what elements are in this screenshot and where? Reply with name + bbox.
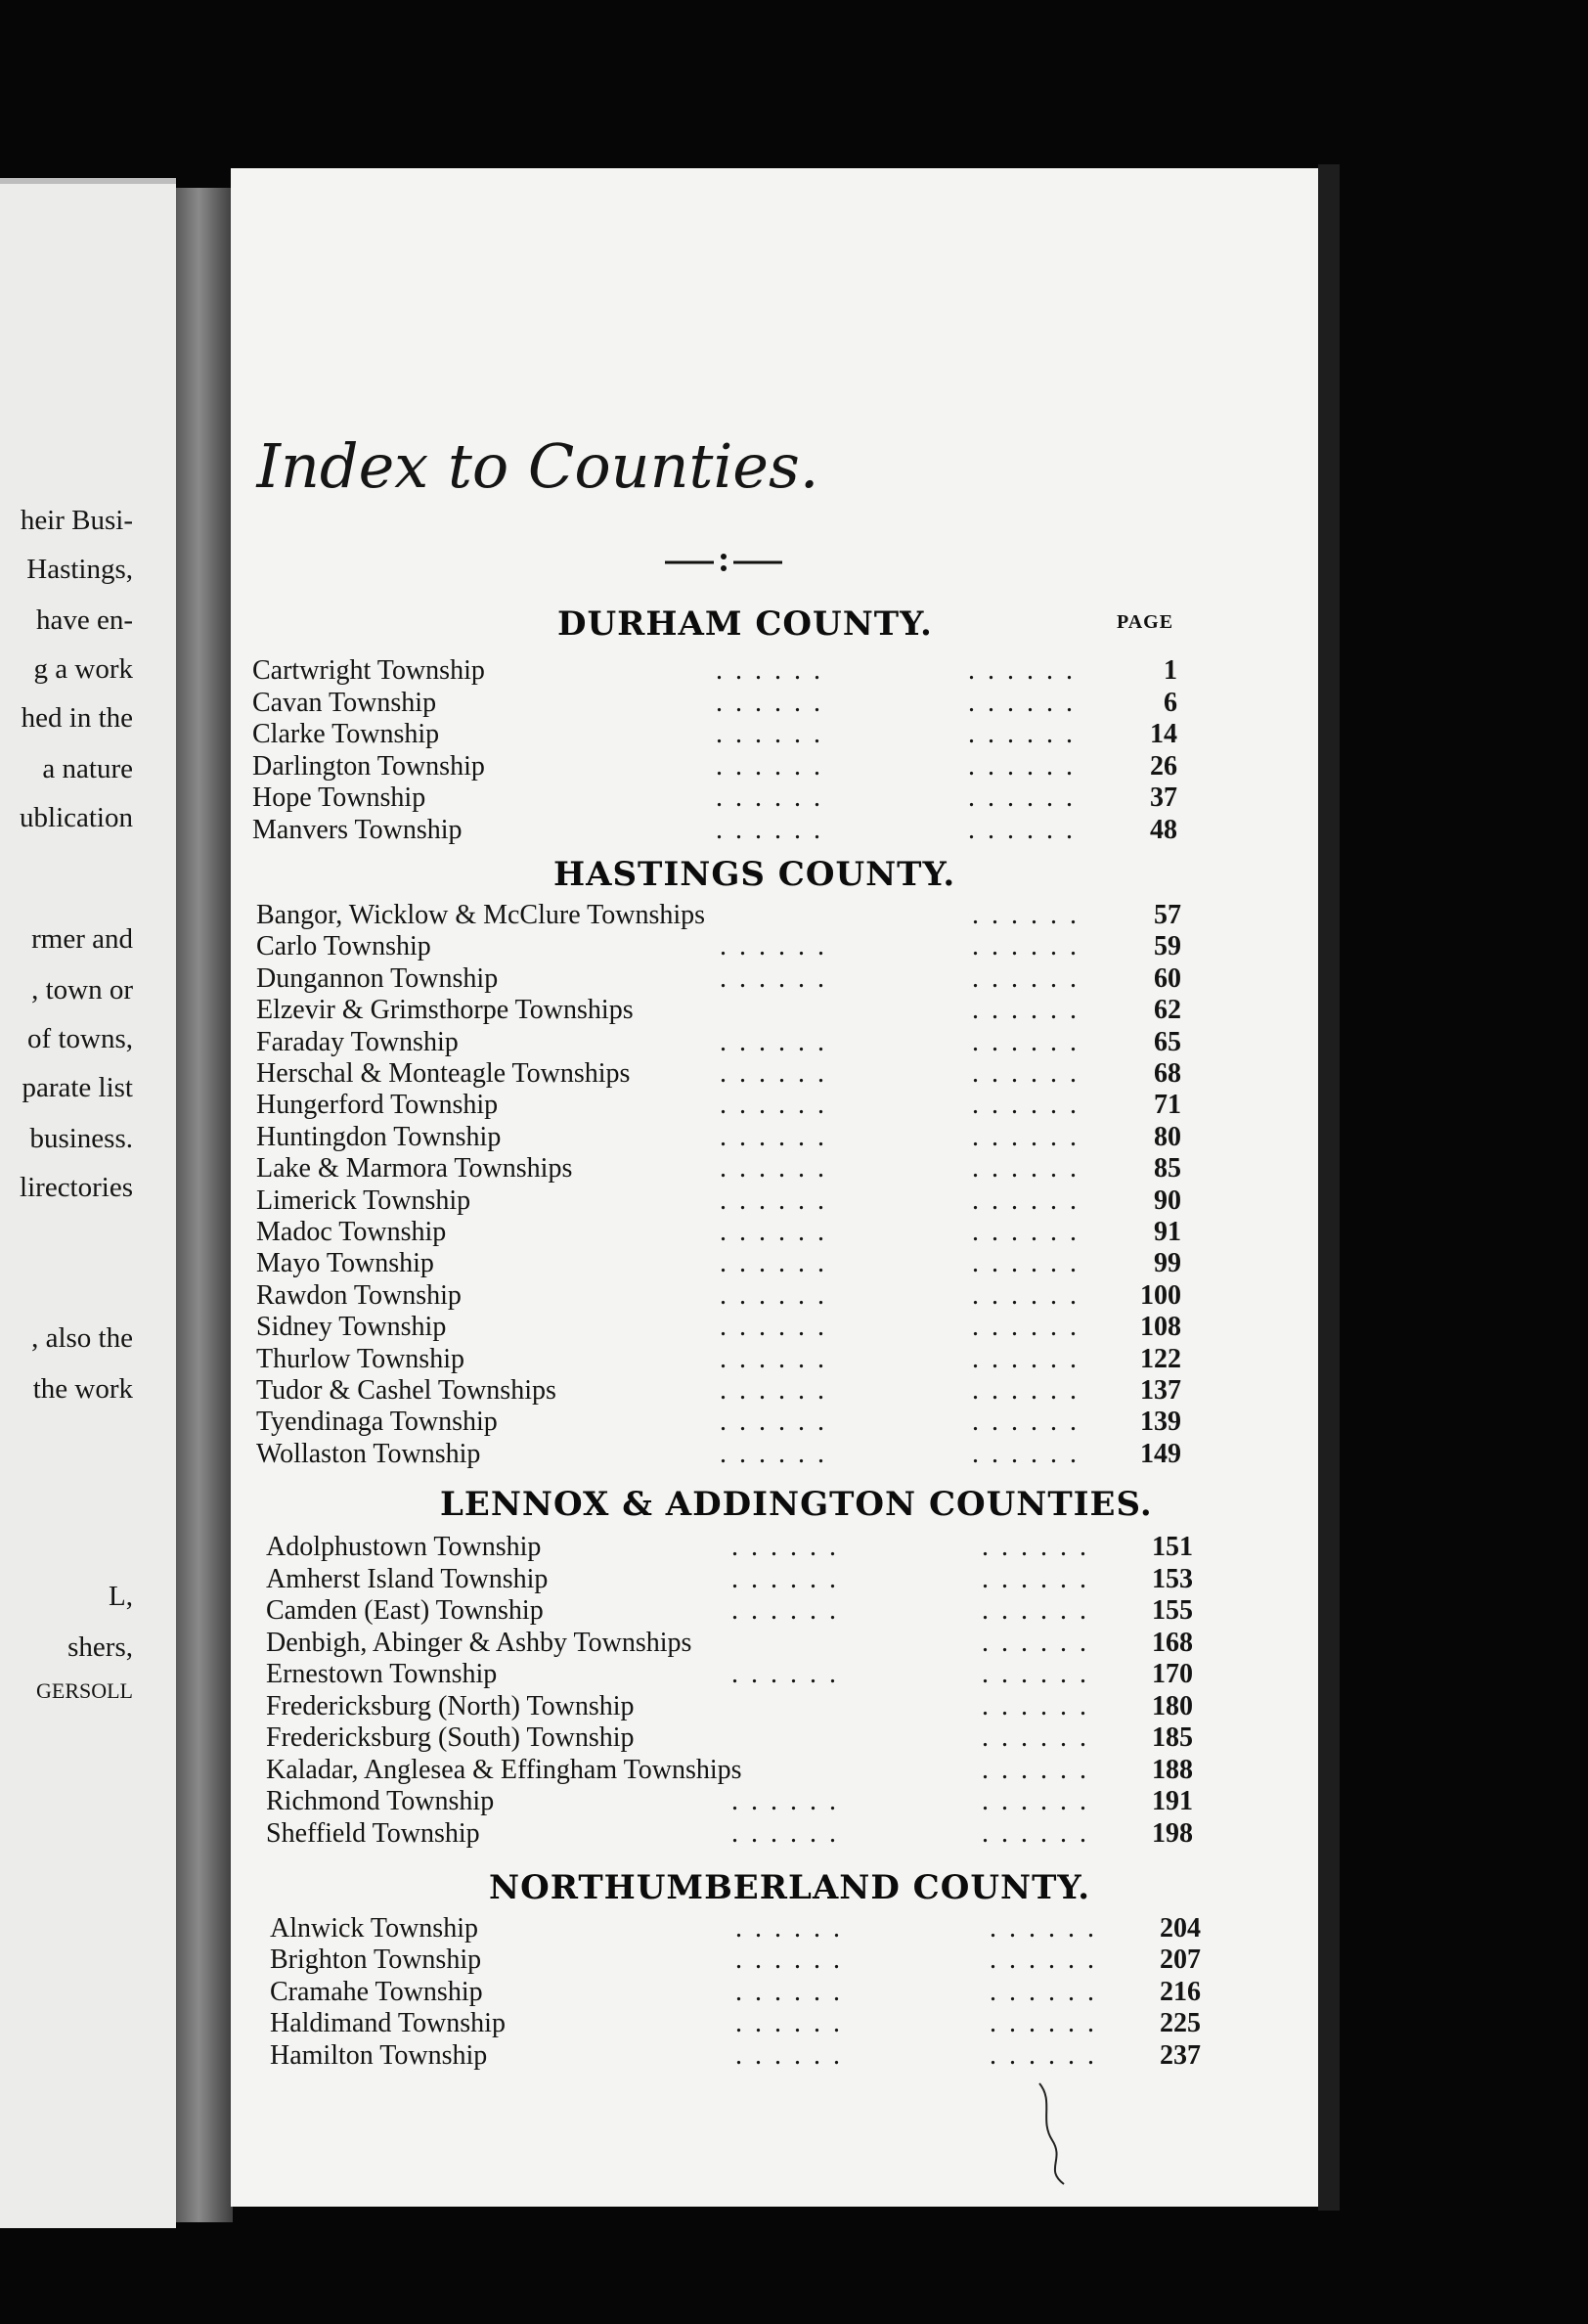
- township-name: Hungerford Township: [256, 1090, 499, 1120]
- index-entry: [252, 719, 1187, 750]
- leader-dots: . . . . . .: [735, 1913, 843, 1944]
- page-number: 191: [1152, 1786, 1193, 1816]
- township-name: Cartwright Township: [252, 655, 485, 686]
- leader-dots: . . . . . .: [972, 1375, 1080, 1406]
- index-entry: [270, 1977, 1211, 2008]
- township-name: Brighton Township: [270, 1944, 482, 1975]
- township-name: Alnwick Township: [270, 1913, 478, 1944]
- township-name: Thurlow Township: [256, 1344, 464, 1374]
- page-number: 1: [1164, 655, 1177, 686]
- leader-dots: . . . . . .: [720, 1248, 827, 1278]
- page-number: 62: [1154, 995, 1181, 1025]
- township-name: Adolphustown Township: [266, 1532, 542, 1562]
- leader-dots: . . . . . .: [972, 1058, 1080, 1089]
- leader-dots: . . . . . .: [968, 688, 1076, 718]
- index-entry: [266, 1595, 1203, 1627]
- index-entry: [256, 995, 1191, 1026]
- leader-dots: . . . . . .: [982, 1722, 1089, 1753]
- index-entry: [256, 1375, 1191, 1407]
- leader-dots: . . . . . .: [982, 1755, 1089, 1785]
- leader-dots: . . . . . .: [716, 688, 823, 718]
- township-name: Hope Township: [252, 782, 426, 813]
- left-page-line: shers,: [67, 1631, 133, 1663]
- leader-dots: . . . . . .: [720, 1058, 827, 1089]
- page-number: 122: [1140, 1344, 1181, 1374]
- leader-dots: . . . . . .: [982, 1691, 1089, 1721]
- index-entry: [270, 1944, 1211, 1976]
- leader-dots: . . . . . .: [716, 782, 823, 813]
- leader-dots: . . . . . .: [982, 1818, 1089, 1849]
- page-number: 170: [1152, 1659, 1193, 1689]
- index-entry: [266, 1722, 1203, 1754]
- leader-dots: . . . . . .: [720, 1185, 827, 1216]
- leader-dots: . . . . . .: [972, 1248, 1080, 1278]
- left-page-line: ublication: [20, 802, 133, 833]
- page-number: 71: [1154, 1090, 1181, 1120]
- leader-dots: . . . . . .: [972, 1090, 1080, 1120]
- page-number: 180: [1152, 1691, 1193, 1721]
- township-name: Wollaston Township: [256, 1439, 481, 1469]
- page-number: 85: [1154, 1153, 1181, 1184]
- leader-dots: . . . . . .: [735, 1977, 843, 2007]
- leader-dots: . . . . . .: [720, 1312, 827, 1342]
- township-name: Camden (East) Township: [266, 1595, 544, 1626]
- leader-dots: . . . . . .: [716, 815, 823, 845]
- page-number: 139: [1140, 1407, 1181, 1437]
- index-entry: [252, 751, 1187, 782]
- index-entry: [266, 1818, 1203, 1850]
- index-entry: [270, 1913, 1211, 1944]
- page-number: 26: [1150, 751, 1177, 782]
- leader-dots: . . . . . .: [968, 719, 1076, 749]
- leader-dots: . . . . . .: [972, 963, 1080, 994]
- leader-dots: . . . . . .: [720, 1153, 827, 1184]
- index-entry: [252, 815, 1187, 846]
- township-name: Denbigh, Abinger & Ashby Townships: [266, 1628, 692, 1658]
- township-name: Lake & Marmora Townships: [256, 1153, 573, 1184]
- index-entry: [256, 1280, 1191, 1312]
- index-entry: [266, 1532, 1203, 1563]
- leader-dots: . . . . . .: [731, 1532, 839, 1562]
- county-heading: NORTHUMBERLAND COUNTY.: [489, 1868, 1091, 1907]
- leader-dots: . . . . . .: [716, 655, 823, 686]
- page-number: 65: [1154, 1027, 1181, 1057]
- left-page-line: L,: [109, 1581, 133, 1612]
- page-number: 59: [1154, 931, 1181, 961]
- township-name: Fredericksburg (North) Township: [266, 1691, 635, 1721]
- leader-dots: . . . . . .: [735, 2040, 843, 2071]
- township-name: Elzevir & Grimsthorpe Townships: [256, 995, 634, 1025]
- leader-dots: . . . . . .: [731, 1564, 839, 1594]
- index-entry: [256, 1344, 1191, 1375]
- index-entry: [256, 1185, 1191, 1217]
- township-name: Cramahe Township: [270, 1977, 483, 2007]
- leader-dots: . . . . . .: [972, 931, 1080, 961]
- leader-dots: . . . . . .: [720, 1280, 827, 1311]
- page-number: 68: [1154, 1058, 1181, 1089]
- leader-dots: . . . . . .: [731, 1786, 839, 1816]
- leader-dots: . . . . . .: [990, 2008, 1097, 2038]
- page-number: 14: [1150, 719, 1177, 749]
- left-page-line: GERSOLL: [36, 1678, 133, 1703]
- left-page-line: parate list: [22, 1072, 133, 1103]
- page-number: 108: [1140, 1312, 1181, 1342]
- leader-dots: . . . . . .: [972, 1312, 1080, 1342]
- leader-dots: . . . . . .: [972, 1122, 1080, 1152]
- leader-dots: . . . . . .: [990, 1944, 1097, 1975]
- leader-dots: . . . . . .: [968, 751, 1076, 782]
- leader-dots: . . . . . .: [982, 1786, 1089, 1816]
- index-entry: [270, 2040, 1211, 2072]
- leader-dots: . . . . . .: [982, 1532, 1089, 1562]
- leader-dots: . . . . . .: [720, 931, 827, 961]
- ornament-divider: [665, 543, 782, 582]
- township-name: Amherst Island Township: [266, 1564, 549, 1594]
- index-entry: [256, 1312, 1191, 1343]
- page-number: 57: [1154, 900, 1181, 930]
- index-entry: [256, 1439, 1191, 1470]
- page-number: 207: [1160, 1944, 1201, 1975]
- leader-dots: . . . . . .: [720, 1122, 827, 1152]
- index-entry: [256, 1058, 1191, 1090]
- township-name: Darlington Township: [252, 751, 485, 782]
- page-number: 204: [1160, 1913, 1201, 1944]
- page-number: 185: [1152, 1722, 1193, 1753]
- leader-dots: . . . . . .: [982, 1595, 1089, 1626]
- index-entry: [256, 1090, 1191, 1121]
- county-heading: HASTINGS COUNTY.: [553, 855, 956, 894]
- page-number: 90: [1154, 1185, 1181, 1216]
- left-page-line: the work: [32, 1373, 133, 1405]
- township-name: Hamilton Township: [270, 2040, 488, 2071]
- township-name: Mayo Township: [256, 1248, 434, 1278]
- township-name: Carlo Township: [256, 931, 431, 961]
- left-page-line: , town or: [31, 974, 133, 1006]
- leader-dots: . . . . . .: [972, 1407, 1080, 1437]
- county-heading: DURHAM COUNTY.: [557, 604, 933, 644]
- township-name: Manvers Township: [252, 815, 463, 845]
- index-entry: [252, 688, 1187, 719]
- index-entry: [252, 782, 1187, 814]
- page-number: 60: [1154, 963, 1181, 994]
- left-page-line: , also the: [31, 1322, 133, 1354]
- township-name: Rawdon Township: [256, 1280, 462, 1311]
- page-number: 6: [1164, 688, 1177, 718]
- index-entry: [256, 1153, 1191, 1184]
- page-column-header: PAGE: [1117, 611, 1174, 633]
- page-number: 153: [1152, 1564, 1193, 1594]
- index-entry: [256, 1027, 1191, 1058]
- township-name: Limerick Township: [256, 1185, 471, 1216]
- township-name: Herschal & Monteagle Townships: [256, 1058, 631, 1089]
- leader-dots: . . . . . .: [972, 900, 1080, 930]
- township-name: Bangor, Wicklow & McClure Townships: [256, 900, 706, 930]
- county-heading: LENNOX & ADDINGTON COUNTIES.: [440, 1485, 1153, 1524]
- leader-dots: . . . . . .: [720, 1439, 827, 1469]
- township-name: Cavan Township: [252, 688, 437, 718]
- index-entry: [256, 1407, 1191, 1438]
- left-page-line: Hastings,: [26, 554, 133, 585]
- township-name: Tudor & Cashel Townships: [256, 1375, 556, 1406]
- township-name: Kaladar, Anglesea & Effingham Townships: [266, 1755, 742, 1785]
- leader-dots: . . . . . .: [972, 1185, 1080, 1216]
- page-number: 151: [1152, 1532, 1193, 1562]
- leader-dots: . . . . . .: [982, 1659, 1089, 1689]
- page-number: 137: [1140, 1375, 1181, 1406]
- page-title: Index to Counties.: [256, 430, 819, 502]
- index-entry: [266, 1691, 1203, 1722]
- left-page-line: a nature: [42, 753, 133, 784]
- leader-dots: . . . . . .: [972, 1217, 1080, 1247]
- township-name: Ernestown Township: [266, 1659, 498, 1689]
- page-number: 99: [1154, 1248, 1181, 1278]
- index-entry: [266, 1564, 1203, 1595]
- left-page-line: of towns,: [27, 1023, 133, 1054]
- leader-dots: . . . . . .: [720, 1344, 827, 1374]
- leader-dots: . . . . . .: [716, 719, 823, 749]
- leader-dots: . . . . . .: [972, 1344, 1080, 1374]
- leader-dots: . . . . . .: [720, 1090, 827, 1120]
- leader-dots: . . . . . .: [990, 1977, 1097, 2007]
- leader-dots: . . . . . .: [735, 1944, 843, 1975]
- index-entry: [256, 1217, 1191, 1248]
- index-entry: [256, 931, 1191, 962]
- leader-dots: . . . . . .: [720, 1217, 827, 1247]
- index-entry: [256, 963, 1191, 995]
- page-edge: [1318, 164, 1340, 2211]
- leader-dots: . . . . . .: [720, 1407, 827, 1437]
- leader-dots: . . . . . .: [735, 2008, 843, 2038]
- left-page-line: business.: [29, 1123, 133, 1154]
- page-number: 37: [1150, 782, 1177, 813]
- township-name: Sheffield Township: [266, 1818, 480, 1849]
- township-name: Sidney Township: [256, 1312, 447, 1342]
- leader-dots: . . . . . .: [716, 751, 823, 782]
- township-name: Faraday Township: [256, 1027, 459, 1057]
- leader-dots: . . . . . .: [720, 1375, 827, 1406]
- leader-dots: . . . . . .: [990, 1913, 1097, 1944]
- leader-dots: . . . . . .: [720, 1027, 827, 1057]
- page-number: 80: [1154, 1122, 1181, 1152]
- leader-dots: . . . . . .: [982, 1564, 1089, 1594]
- page-number: 225: [1160, 2008, 1201, 2038]
- leader-dots: . . . . . .: [968, 815, 1076, 845]
- index-entry: [266, 1786, 1203, 1817]
- left-page-line: g a work: [33, 653, 133, 685]
- leader-dots: . . . . . .: [972, 1027, 1080, 1057]
- index-entry: [256, 1122, 1191, 1153]
- township-name: Richmond Township: [266, 1786, 495, 1816]
- index-entry: [256, 1248, 1191, 1279]
- page-number: 216: [1160, 1977, 1201, 2007]
- leader-dots: . . . . . .: [982, 1628, 1089, 1658]
- leader-dots: . . . . . .: [968, 782, 1076, 813]
- township-name: Dungannon Township: [256, 963, 499, 994]
- township-name: Madoc Township: [256, 1217, 447, 1247]
- page-number: 237: [1160, 2040, 1201, 2071]
- page-number: 198: [1152, 1818, 1193, 1849]
- leader-dots: . . . . . .: [731, 1659, 839, 1689]
- index-entry: [266, 1755, 1203, 1786]
- index-entry: [266, 1659, 1203, 1690]
- page-number: 149: [1140, 1439, 1181, 1469]
- page-number: 188: [1152, 1755, 1193, 1785]
- leader-dots: . . . . . .: [972, 1153, 1080, 1184]
- index-entry: [256, 900, 1191, 931]
- township-name: Clarke Township: [252, 719, 440, 749]
- leader-dots: . . . . . .: [990, 2040, 1097, 2071]
- left-page-line: lirectories: [20, 1172, 133, 1203]
- page-number: 91: [1154, 1217, 1181, 1247]
- township-name: Fredericksburg (South) Township: [266, 1722, 635, 1753]
- index-entry: [266, 1628, 1203, 1659]
- index-entry: [270, 2008, 1211, 2039]
- page-number: 100: [1140, 1280, 1181, 1311]
- pencil-mark: [1035, 2081, 1074, 2189]
- township-name: Tyendinaga Township: [256, 1407, 498, 1437]
- leader-dots: . . . . . .: [972, 995, 1080, 1025]
- page-number: 48: [1150, 815, 1177, 845]
- leader-dots: . . . . . .: [968, 655, 1076, 686]
- leader-dots: . . . . . .: [731, 1595, 839, 1626]
- township-name: Haldimand Township: [270, 2008, 506, 2038]
- page-number: 155: [1152, 1595, 1193, 1626]
- page-number: 168: [1152, 1628, 1193, 1658]
- township-name: Huntingdon Township: [256, 1122, 502, 1152]
- leader-dots: . . . . . .: [972, 1280, 1080, 1311]
- left-page-line: heir Busi-: [20, 505, 133, 536]
- leader-dots: . . . . . .: [720, 963, 827, 994]
- left-page-line: rmer and: [31, 923, 133, 955]
- leader-dots: . . . . . .: [972, 1439, 1080, 1469]
- left-page-line: hed in the: [21, 702, 133, 734]
- leader-dots: . . . . . .: [731, 1818, 839, 1849]
- left-page-line: have en-: [35, 604, 133, 636]
- index-entry: [252, 655, 1187, 687]
